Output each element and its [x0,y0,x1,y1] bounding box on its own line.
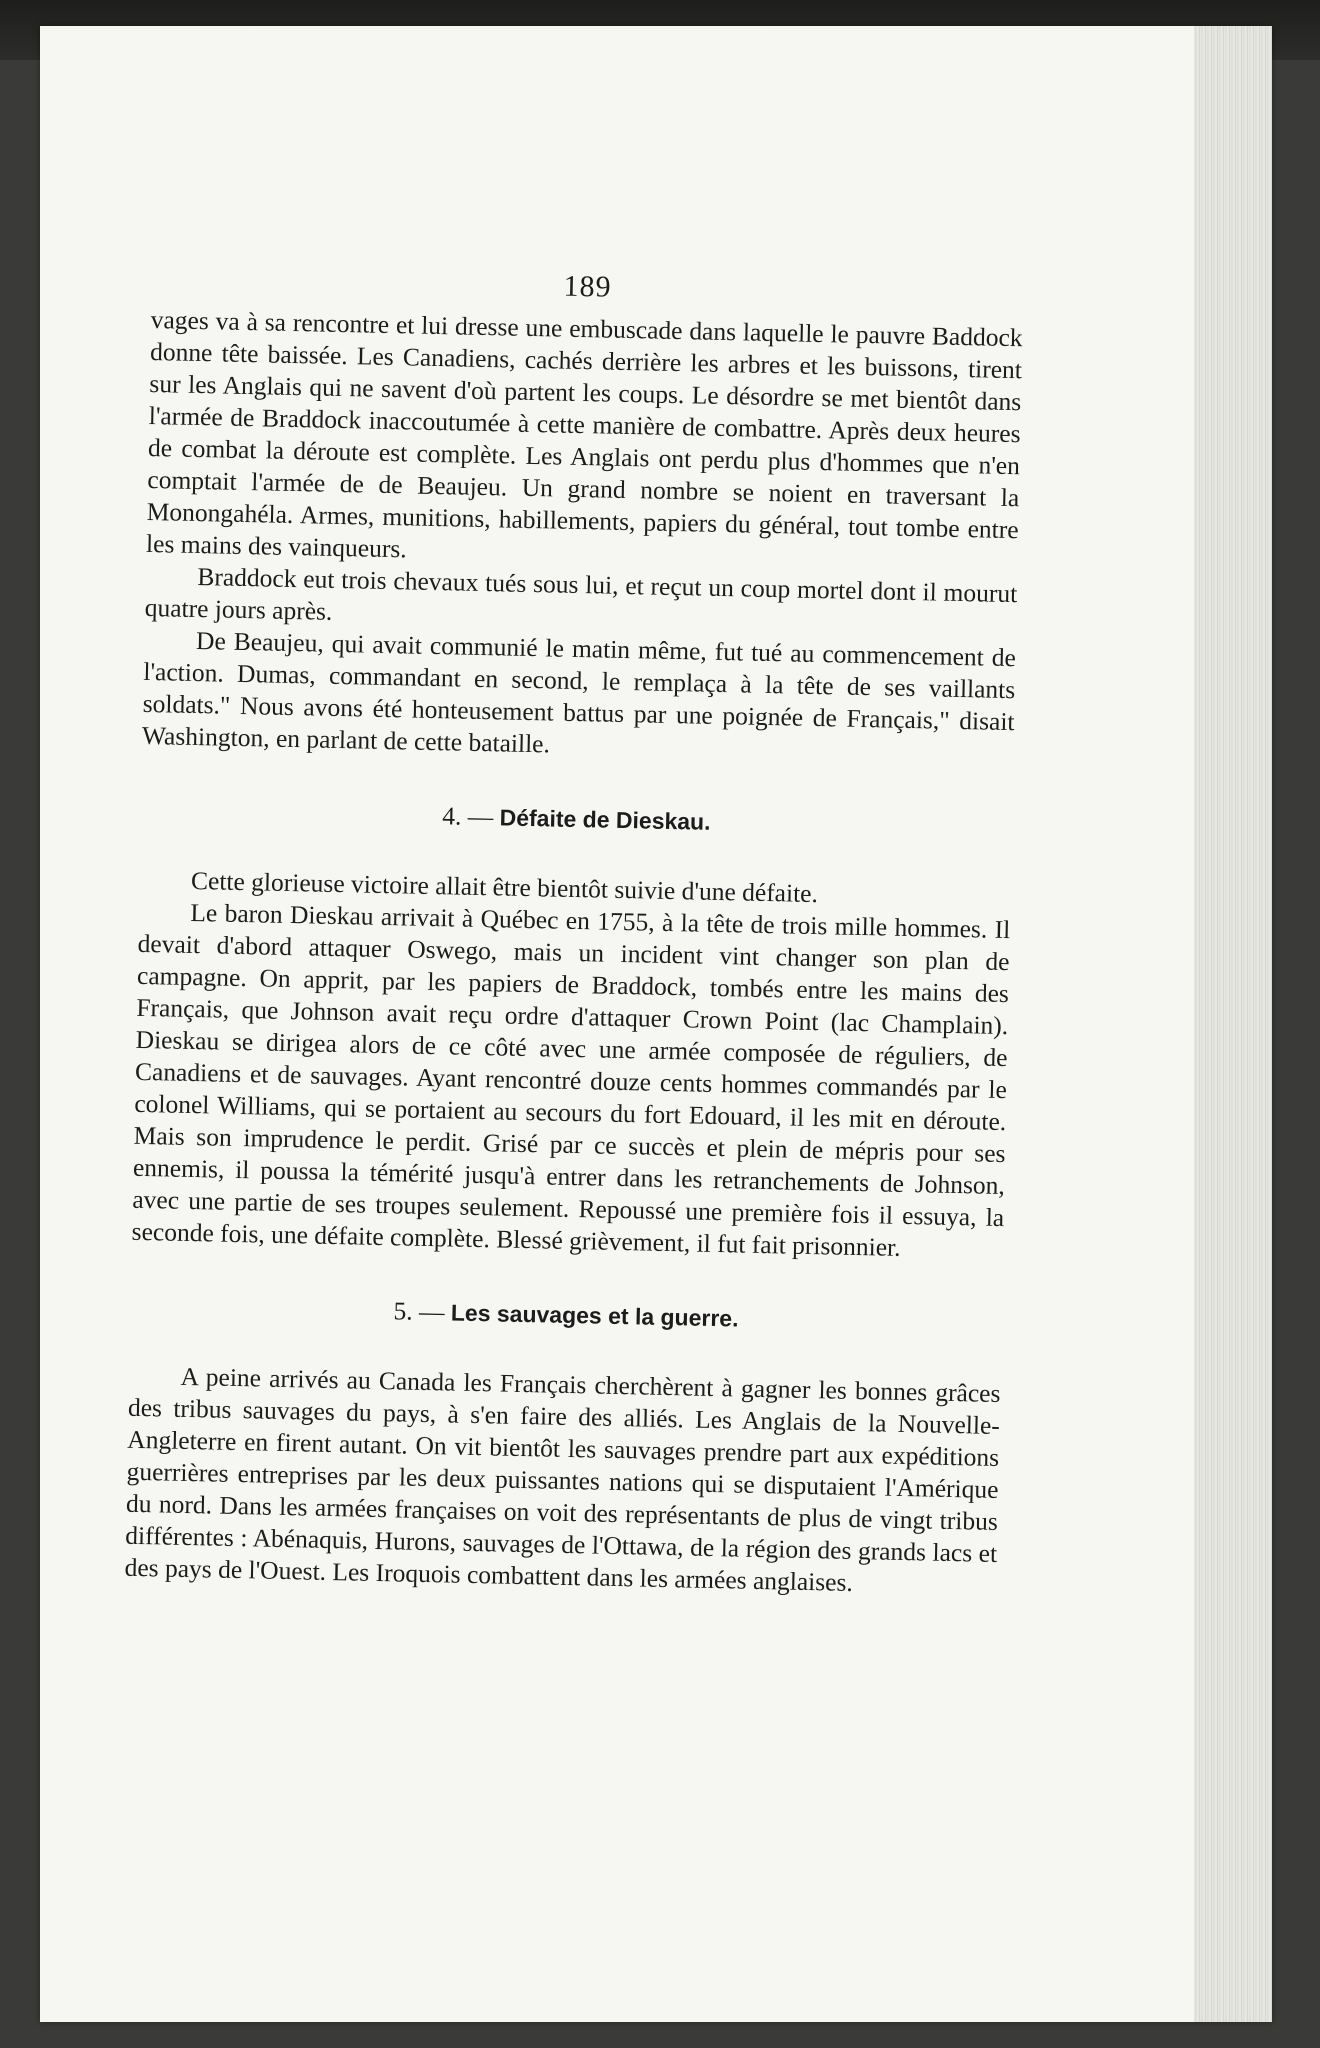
page-content [124,262,1023,1602]
paragraph: vages va à sa rencontre et lui dresse une embuscade dans laquelle le pauvre Baddock donne tête baissée. Les Canadiens, cachés derrière les arbres et les buissons, tirent sur les Anglais qui ne savent d'où partent les coups. Le désordre se met bientôt dans l'armée de Braddock inaccoutumée à cette manière de combattre. Après deux heures de combat la déroute est complète. Les Anglais ont perdu plus d'hommes que n'en comptait l'armée de de Beaujeu. Un grand nombre se noient en traversant la Monongahéla. Armes, munitions, habillements, papiers du général, tout tombe entre les mains des vainqueurs. [145,304,1023,564]
section-heading-5 [130,1290,1002,1340]
section-number: 4. — [442,801,494,832]
paragraph: A peine arrivés au Canada les Français cherchèrent à gagner les bonnes grâces des tribus sauvages du pays, à s'en faire des alliés. Les Anglais de la Nouvelle-Angleterre en firent autant. On vit bientôt les sauvages prendre part aux expéditions guerrières entreprises par les deux puissantes nations qui se disputaient l'Amérique du nord. Dans les armées françaises on voit des représentants de plus de vingt tribus différentes : Abénaquis, Hurons, sauvages de l'Ottawa, de la région des grands lacs et des pays de l'Ouest. Les Iroquois combattent dans les armées anglaises. [124,1361,1001,1597]
section-title: Les sauvages et la guerre. [450,1299,739,1332]
page-number: 189 [563,269,612,304]
page-edges [1194,26,1272,2022]
section-heading-4 [140,794,1012,844]
book-page [40,26,1272,2022]
paragraph: De Beaujeu, qui avait communié le matin même, fut tué au commencement de l'action. Dumas, commandant en second, le remplaça à la tête de ses vaillants soldats." Nous avons été honteusement battus par une poignée de Français," disait Washington, en parlant de cette bataille. [141,626,1017,759]
paragraph: Le baron Dieskau arrivait à Québec en 1755, à la tête de trois mille hommes. Il devait d'abord attaquer Oswego, mais un incident vint changer son plan de campagne. On apprit, par les papiers de Braddock, tombés entre les mains des Français, que Johnson avait reçu ordre d'attaquer Crown Point (lac Champlain). Dieskau se dirigea alors de ce côté avec une armée composée de réguliers, de Canadiens et de sauvages. Ayant rencontré douze cents hommes commandés par le colonel Williams, qui se portaient au secours du fort Edouard, il les mit en déroute. Mais son imprudence le perdit. Grisé par ce succès et plein de mépris pour ses ennemis, il poussa la témérité jusqu'à entrer dans les retranchements de Johnson, avec une partie de ses troupes seulement. Repoussé une première fois il essuya, la seconde fois, une défaite complète. Blessé grièvement, il fut fait prisonnier. [131,897,1011,1262]
section-number: 5. — [393,1296,445,1327]
paragraph: Braddock eut trois chevaux tués sous lui, et reçut un coup mortel dont il mourut quatre jours après. [144,562,1018,626]
paragraph: Cette glorieuse victoire allait être bientôt suivie d'une défaite. [190,865,819,909]
section-title: Défaite de Dieskau. [499,804,711,835]
